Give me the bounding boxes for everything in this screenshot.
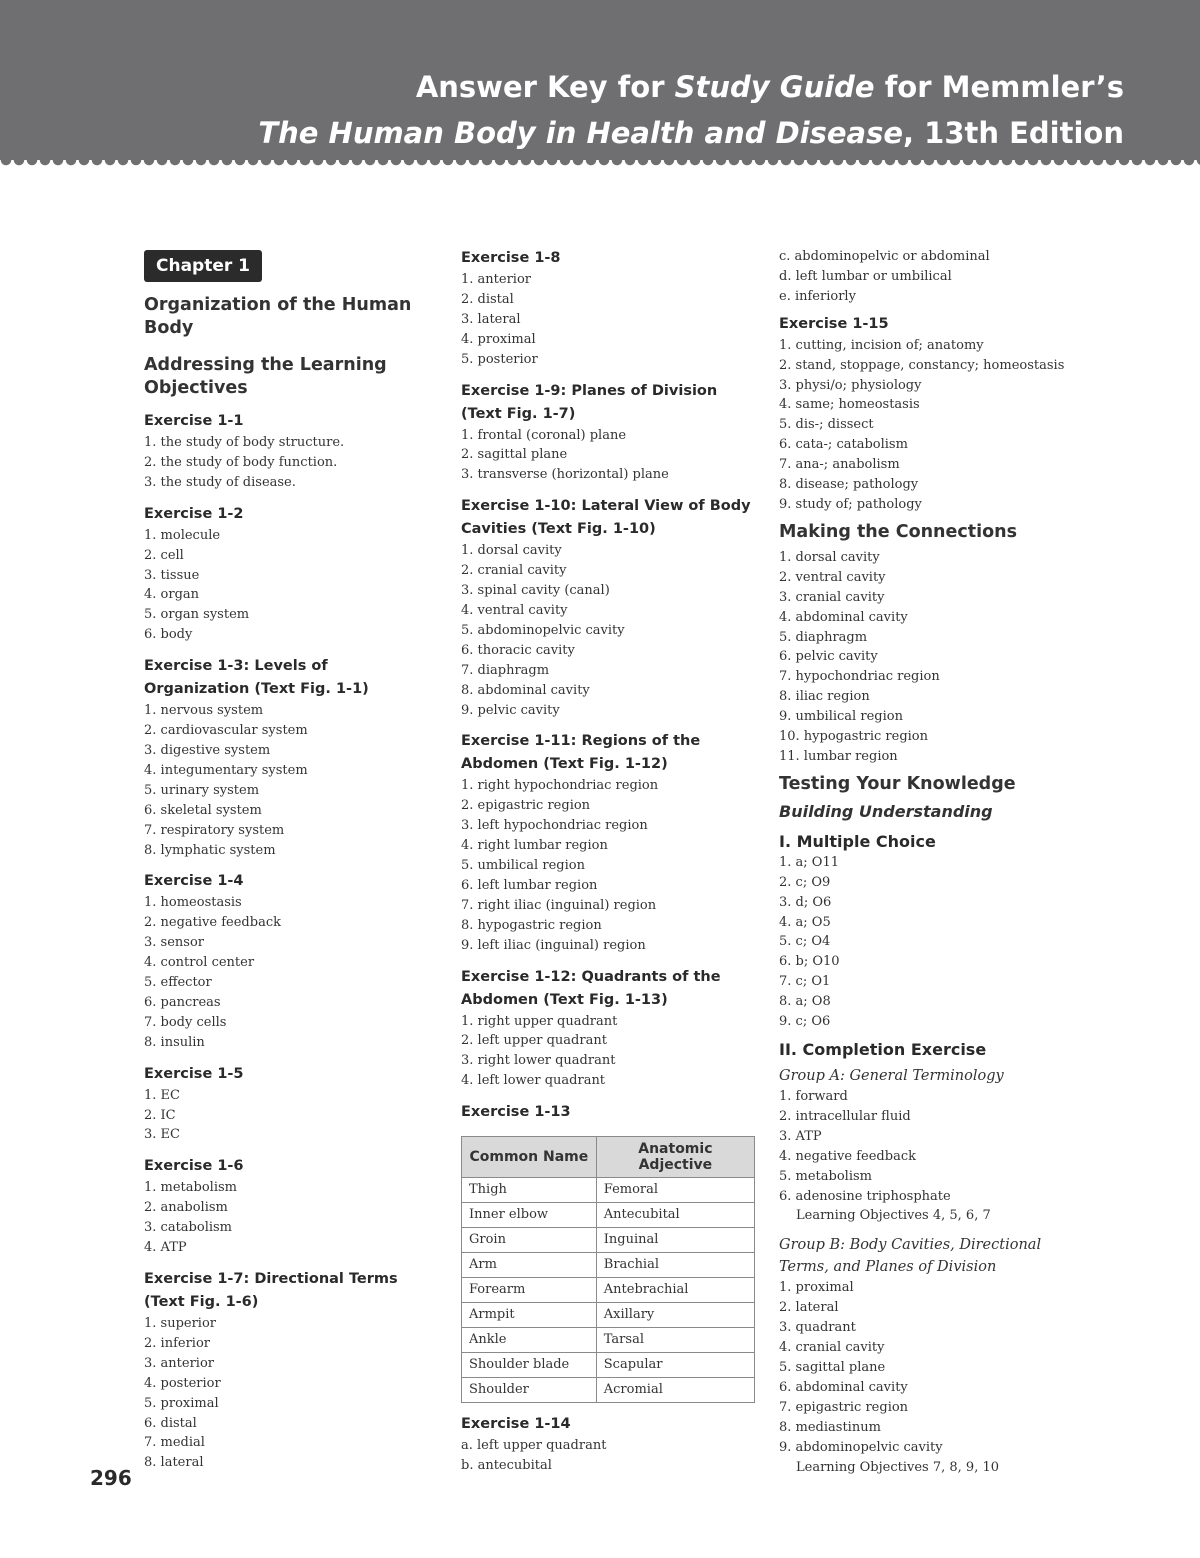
list-item: 3. digestive system xyxy=(144,742,271,758)
table-cell: Shoulder xyxy=(462,1378,597,1403)
answer-list xyxy=(779,247,1109,307)
list-item: 5. abdominopelvic cavity xyxy=(461,622,625,638)
learning-objectives-note: Learning Objectives 7, 8, 9, 10 xyxy=(796,1459,1000,1475)
column-1 xyxy=(144,250,434,1473)
list-item: 2. cardiovascular system xyxy=(144,723,308,739)
list-item: 1. homeostasis xyxy=(144,895,242,911)
list-item: 7. hypochondriac region xyxy=(779,669,940,685)
column-2 xyxy=(461,247,761,1476)
list-item: 7. ana-; anabolism xyxy=(779,457,900,473)
list-item: 1. a; O11 xyxy=(779,854,839,870)
answer-list xyxy=(779,853,1109,1032)
title-part: Answer Key for xyxy=(415,70,675,104)
header-banner xyxy=(0,0,1200,160)
answer-list xyxy=(144,526,434,645)
section-heading: Testing Your Knowledge xyxy=(779,773,1016,794)
group-heading: Group A: General Terminology xyxy=(779,1068,1004,1084)
answer-list xyxy=(461,270,761,370)
exercise-heading: Exercise 1-7: Directional Terms (Text Fig. 1-6) xyxy=(144,1271,398,1310)
list-item: 1. proximal xyxy=(779,1280,854,1296)
section-heading: Making the Connections xyxy=(779,521,1018,542)
list-item: 9. umbilical region xyxy=(779,709,903,725)
list-item: 6. distal xyxy=(144,1415,197,1431)
list-item: 6. thoracic cavity xyxy=(461,642,575,658)
answer-list xyxy=(144,1086,434,1146)
list-item: 1. the study of body structure. xyxy=(144,435,345,450)
exercise-heading: Exercise 1-11: Regions of the Abdomen (Text Fig. 1-12) xyxy=(461,733,701,773)
list-item: 1. superior xyxy=(144,1316,217,1331)
list-item: 5. urinary system xyxy=(144,782,260,798)
list-item: 10. hypogastric region xyxy=(779,729,929,745)
table-row xyxy=(462,1353,755,1378)
column-header: Anatomic Adjective xyxy=(596,1137,754,1178)
list-item: 3. EC xyxy=(144,1127,180,1143)
title-part: , 13th Edition xyxy=(903,116,1124,150)
exercise-heading: Exercise 1-15 xyxy=(779,315,889,332)
list-item: 9. abdominopelvic cavity xyxy=(779,1439,943,1455)
answer-list xyxy=(779,336,1109,515)
table-cell: Axillary xyxy=(596,1303,754,1328)
list-item: c. abdominopelvic or abdominal xyxy=(779,249,990,264)
list-item: 5. proximal xyxy=(144,1395,219,1411)
table-cell: Femoral xyxy=(596,1178,754,1203)
subsection-heading: I. Multiple Choice xyxy=(779,831,936,851)
table-cell: Arm xyxy=(462,1253,597,1278)
exercise-heading: Exercise 1-8 xyxy=(461,250,561,266)
answer-list xyxy=(461,1012,761,1092)
table-cell: Armpit xyxy=(462,1303,597,1328)
list-item: 2. distal xyxy=(461,291,514,307)
subsection-heading: Building Understanding xyxy=(779,801,993,821)
list-item: 5. metabolism xyxy=(779,1168,872,1184)
table-cell: Antebrachial xyxy=(596,1278,754,1303)
list-item: 5. organ system xyxy=(144,607,250,623)
list-item: 1. dorsal cavity xyxy=(461,543,562,559)
table-cell: Brachial xyxy=(596,1253,754,1278)
exercise-heading: Exercise 1-6 xyxy=(144,1158,244,1175)
subsection-heading: II. Completion Exercise xyxy=(779,1040,987,1059)
answer-list xyxy=(144,1314,434,1473)
list-item: b. antecubital xyxy=(461,1458,552,1474)
list-item: 5. umbilical region xyxy=(461,858,585,874)
list-item: 2. cell xyxy=(144,547,184,563)
list-item: 4. left lower quadrant xyxy=(461,1073,606,1089)
list-item: 4. organ xyxy=(144,587,200,603)
group-heading: Group B: Body Cavities, Directional Terms, and Planes of Division xyxy=(779,1237,1042,1276)
list-item: a. left upper quadrant xyxy=(461,1438,607,1454)
exercise-heading: Exercise 1-10: Lateral View of Body Cavities (Text Fig. 1-10) xyxy=(461,498,751,538)
list-item: 5. dis-; dissect xyxy=(779,417,874,433)
list-item: 3. tissue xyxy=(144,567,200,583)
list-item: 7. respiratory system xyxy=(144,822,285,838)
list-item: 3. the study of disease. xyxy=(144,474,296,490)
list-item: 6. cata-; catabolism xyxy=(779,437,908,453)
list-item: e. inferiorly xyxy=(779,288,856,304)
exercise-heading: Exercise 1-14 xyxy=(461,1416,571,1433)
list-item: 3. left hypochondriac region xyxy=(461,818,648,834)
list-item: 4. ventral cavity xyxy=(461,602,568,618)
list-item: 2. intracellular fluid xyxy=(779,1108,911,1124)
list-item: 3. d; O6 xyxy=(779,894,832,910)
list-item: 4. posterior xyxy=(144,1375,221,1391)
banner-scallop-edge xyxy=(0,160,1200,172)
list-item: 2. inferior xyxy=(144,1335,210,1351)
table-cell: Acromial xyxy=(596,1378,754,1403)
list-item: 2. epigastric region xyxy=(461,798,591,814)
list-item: 4. proximal xyxy=(461,331,536,347)
list-item: 7. c; O1 xyxy=(779,974,831,990)
list-item: 5. c; O4 xyxy=(779,934,831,950)
table-cell: Thigh xyxy=(462,1178,597,1203)
list-item: 1. EC xyxy=(144,1087,180,1103)
table-row xyxy=(462,1228,755,1253)
list-item: 4. negative feedback xyxy=(779,1148,916,1164)
list-item: 1. right hypochondriac region xyxy=(461,778,659,794)
table-cell: Scapular xyxy=(596,1353,754,1378)
answer-list xyxy=(461,426,761,486)
list-item: 2. c; O9 xyxy=(779,874,831,890)
list-item: 11. lumbar region xyxy=(779,748,898,764)
list-item: 2. lateral xyxy=(779,1300,839,1316)
table-row xyxy=(462,1328,755,1353)
table-row xyxy=(462,1253,755,1278)
list-item: 8. insulin xyxy=(144,1034,205,1050)
table-cell: Shoulder blade xyxy=(462,1353,597,1378)
list-item: 2. IC xyxy=(144,1107,176,1123)
list-item: 8. iliac region xyxy=(779,689,870,705)
list-item: 3. transverse (horizontal) plane xyxy=(461,467,669,483)
list-item: 6. left lumbar region xyxy=(461,877,598,893)
exercise-list xyxy=(144,410,434,1473)
list-item: 1. forward xyxy=(779,1089,848,1104)
list-item: 6. b; O10 xyxy=(779,954,840,970)
exercise-list xyxy=(461,247,761,1091)
title-part: for Memmler’s xyxy=(874,70,1124,104)
list-item: 3. lateral xyxy=(461,311,521,327)
list-item: 9. study of; pathology xyxy=(779,496,922,512)
list-item: 4. cranial cavity xyxy=(779,1340,885,1356)
section-heading: Addressing the Learning Objectives xyxy=(144,355,387,398)
list-item: 6. body xyxy=(144,627,193,643)
table-row xyxy=(462,1203,755,1228)
exercise-heading: Exercise 1-12: Quadrants of the Abdomen (Text Fig. 1-13) xyxy=(461,968,721,1008)
table-cell: Forearm xyxy=(462,1278,597,1303)
table-cell: Inguinal xyxy=(596,1228,754,1253)
list-item: 7. body cells xyxy=(144,1014,227,1030)
exercise-heading: Exercise 1-9: Planes of Division (Text Fig. 1-7) xyxy=(461,382,718,422)
list-item: 1. dorsal cavity xyxy=(779,549,880,565)
answer-list xyxy=(461,776,761,955)
list-item: 6. pelvic cavity xyxy=(779,649,878,665)
page-number: 296 xyxy=(90,1466,132,1490)
list-item: 6. abdominal cavity xyxy=(779,1379,908,1395)
list-item: 3. catabolism xyxy=(144,1220,233,1236)
exercise-heading: Exercise 1-5 xyxy=(144,1065,244,1082)
list-item: 9. left iliac (inguinal) region xyxy=(461,937,646,953)
exercise-heading: Exercise 1-3: Levels of Organization (Text Fig. 1-1) xyxy=(144,658,369,698)
list-item: 2. negative feedback xyxy=(144,915,281,931)
anatomic-adjective-table xyxy=(461,1136,755,1403)
list-item: 8. disease; pathology xyxy=(779,477,919,493)
table-cell: Groin xyxy=(462,1228,597,1253)
table-cell: Inner elbow xyxy=(462,1203,597,1228)
list-item: 7. right iliac (inguinal) region xyxy=(461,897,657,913)
list-item: 4. abdominal cavity xyxy=(779,609,908,625)
answer-list xyxy=(144,433,434,493)
list-item: 8. lateral xyxy=(144,1455,204,1471)
list-item: d. left lumbar or umbilical xyxy=(779,268,952,284)
list-item: 9. pelvic cavity xyxy=(461,702,560,718)
answer-list xyxy=(461,1436,761,1476)
answer-list xyxy=(144,893,434,1052)
answer-list xyxy=(779,548,1109,767)
chapter-label: Chapter 1 xyxy=(144,250,262,282)
table-row xyxy=(462,1278,755,1303)
list-item: 6. skeletal system xyxy=(144,802,262,818)
list-item: 3. physi/o; physiology xyxy=(779,377,922,393)
list-item: 1. cutting, incision of; anatomy xyxy=(779,337,984,353)
answer-list xyxy=(779,1087,1109,1206)
list-item: 2. cranial cavity xyxy=(461,563,567,579)
exercise-heading: Exercise 1-2 xyxy=(144,505,244,522)
exercise-heading: Exercise 1-4 xyxy=(144,873,244,890)
list-item: 8. abdominal cavity xyxy=(461,682,590,698)
list-item: 1. anterior xyxy=(461,272,531,287)
answer-list xyxy=(779,1278,1109,1457)
list-item: 1. metabolism xyxy=(144,1180,237,1196)
answer-list xyxy=(144,1178,434,1258)
list-item: 2. stand, stoppage, constancy; homeostasis xyxy=(779,357,1065,373)
list-item: 4. right lumbar region xyxy=(461,838,608,854)
table-header-row xyxy=(462,1137,755,1178)
list-item: 5. sagittal plane xyxy=(779,1360,886,1376)
table-cell: Tarsal xyxy=(596,1328,754,1353)
exercise-heading: Exercise 1-13 xyxy=(461,1104,571,1121)
list-item: 5. diaphragm xyxy=(779,629,868,645)
list-item: 4. a; O5 xyxy=(779,914,831,930)
list-item: 1. right upper quadrant xyxy=(461,1013,618,1029)
list-item: 1. frontal (coronal) plane xyxy=(461,427,627,443)
list-item: 3. right lower quadrant xyxy=(461,1053,616,1069)
list-item: 2. ventral cavity xyxy=(779,569,886,585)
list-item: 1. molecule xyxy=(144,527,221,543)
list-item: 7. diaphragm xyxy=(461,662,550,678)
table-row xyxy=(462,1178,755,1203)
list-item: 7. medial xyxy=(144,1435,205,1451)
list-item: 1. nervous system xyxy=(144,703,264,719)
list-item: 2. sagittal plane xyxy=(461,447,568,463)
list-item: 3. quadrant xyxy=(779,1320,856,1336)
list-item: 4. control center xyxy=(144,955,255,971)
table-cell: Antecubital xyxy=(596,1203,754,1228)
list-item: 4. integumentary system xyxy=(144,762,308,778)
learning-objectives-note: Learning Objectives 4, 5, 6, 7 xyxy=(796,1208,991,1224)
list-item: 3. anterior xyxy=(144,1355,214,1371)
list-item: 8. mediastinum xyxy=(779,1419,881,1435)
chapter-title: Organization of the Human Body xyxy=(144,295,412,338)
list-item: 7. epigastric region xyxy=(779,1399,909,1415)
list-item: 3. cranial cavity xyxy=(779,589,885,605)
list-item: 2. the study of body function. xyxy=(144,454,338,470)
list-item: 3. sensor xyxy=(144,935,204,951)
list-item: 8. a; O8 xyxy=(779,994,831,1010)
column-header: Common Name xyxy=(462,1137,597,1178)
list-item: 5. posterior xyxy=(461,351,538,367)
table-row xyxy=(462,1378,755,1403)
answer-list xyxy=(144,701,434,860)
list-item: 4. same; homeostasis xyxy=(779,397,920,413)
title-part-italic: Study Guide xyxy=(674,70,875,104)
list-item: 2. anabolism xyxy=(144,1200,228,1216)
list-item: 5. effector xyxy=(144,975,212,991)
list-item: 6. pancreas xyxy=(144,994,221,1010)
list-item: 6. adenosine triphosphate xyxy=(779,1188,951,1204)
list-item: 3. spinal cavity (canal) xyxy=(461,583,610,599)
column-3 xyxy=(779,247,1109,1478)
book-title xyxy=(258,64,1124,156)
list-item: 9. c; O6 xyxy=(779,1014,831,1030)
list-item: 3. ATP xyxy=(779,1128,822,1144)
list-item: 2. left upper quadrant xyxy=(461,1033,607,1049)
list-item: 4. ATP xyxy=(144,1240,187,1256)
table-cell: Ankle xyxy=(462,1328,597,1353)
list-item: 8. lymphatic system xyxy=(144,842,276,858)
list-item: 8. hypogastric region xyxy=(461,917,602,933)
exercise-heading: Exercise 1-1 xyxy=(144,413,244,429)
answer-list xyxy=(461,541,761,720)
table-row xyxy=(462,1303,755,1328)
title-part-italic: The Human Body in Health and Disease xyxy=(258,116,904,150)
